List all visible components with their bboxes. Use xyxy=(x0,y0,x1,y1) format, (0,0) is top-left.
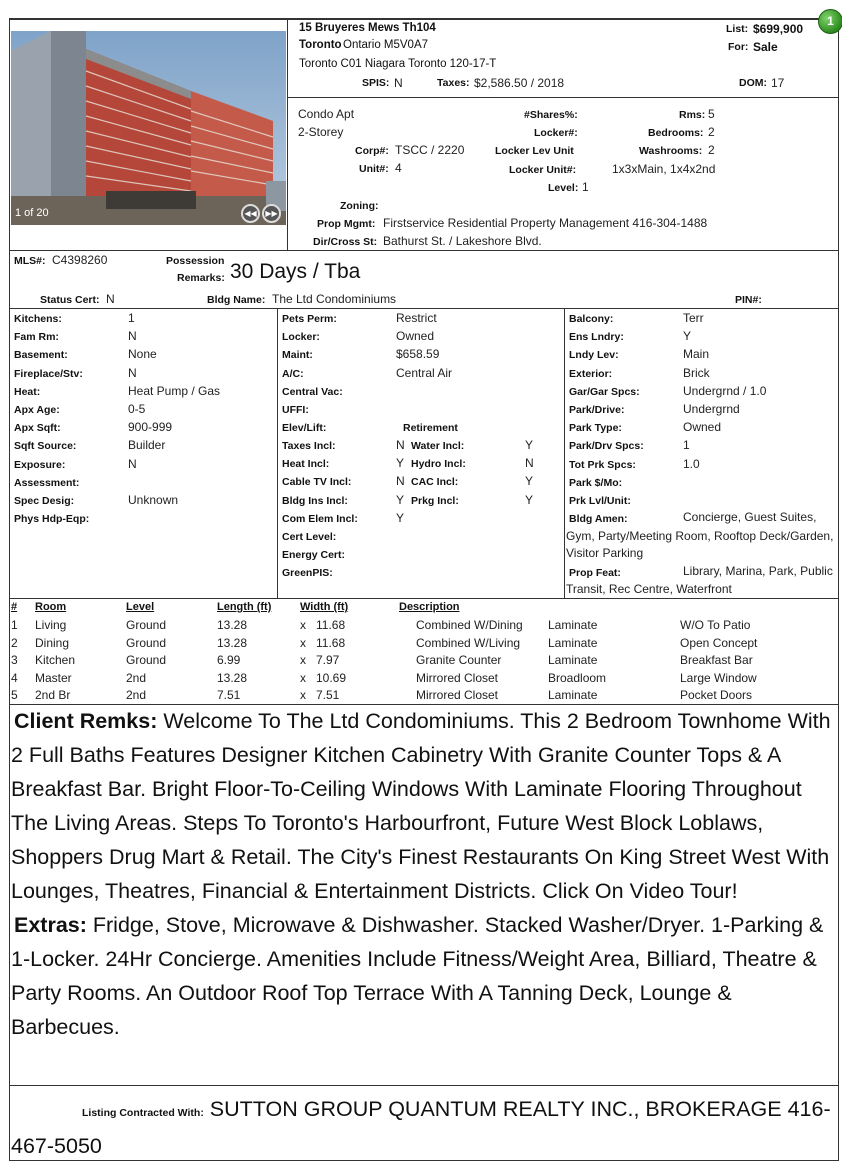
included-value: N xyxy=(525,456,534,471)
detail-label: Fireplace/Stv: xyxy=(14,367,83,380)
dom-label: DOM: xyxy=(739,77,767,89)
property-address: 15 Bruyeres Mews Th104 xyxy=(299,22,436,34)
rooms-header-level: Level xyxy=(126,601,155,613)
included-value: Y xyxy=(396,492,405,507)
included-value: Y xyxy=(396,510,405,525)
locker-num-label: Locker#: xyxy=(534,127,578,139)
listing-contract xyxy=(11,1093,839,1163)
bldg-name-value: The Ltd Condominiums xyxy=(272,292,397,306)
room-cell-x: x xyxy=(300,670,306,685)
detail-label: Ens Lndry: xyxy=(569,331,624,344)
bldg-name-label: Bldg Name: xyxy=(207,294,266,306)
detail-label: A/C: xyxy=(282,367,304,380)
included-value: N xyxy=(396,438,405,452)
detail-value: 900-999 xyxy=(128,420,173,435)
remarks-block xyxy=(11,704,839,1044)
prop-feat-line-2: Transit, Rec Centre, Waterfront xyxy=(566,582,732,596)
list-price: $699,900 xyxy=(753,22,804,36)
included-label: Prkg Incl: xyxy=(411,494,459,507)
city: Toronto xyxy=(299,39,342,51)
detail-value: 1.0 xyxy=(683,456,700,471)
included-label: CAC Incl: xyxy=(411,476,459,489)
extras-text: Fridge, Stove, Microwave & Dishwasher. Stacked Washer/Dryer. 1-Parking & 1-Locker. 24Hr Concierge. Amenities Include Fitness/Weight Area, Billiard, Theatre & Party Rooms. An Outdoor Roof Top Terrace With A Tanning Deck, Lounge & Barbecues. xyxy=(11,913,824,1039)
taxes-label: Taxes: xyxy=(437,77,470,89)
detail-label: Fam Rm: xyxy=(14,331,59,344)
detail-label: Apx Sqft: xyxy=(14,422,61,435)
detail-value: Undergrnd / 1.0 xyxy=(683,383,767,398)
room-cell-length: 13.28 xyxy=(217,670,248,685)
corp-value: TSCC / 2220 xyxy=(395,143,465,157)
detail-label: Spec Desig: xyxy=(14,495,75,507)
detail-label: Assessment: xyxy=(14,476,80,489)
divider xyxy=(9,308,839,309)
included-label: Com Elem Incl: xyxy=(282,512,358,525)
prop-feat-label: Prop Feat: xyxy=(569,567,621,579)
room-cell-x: x xyxy=(300,618,306,632)
property-style: 2-Storey xyxy=(298,125,344,139)
room-cell-level: Ground xyxy=(126,653,167,668)
included-label: Hydro Incl: xyxy=(411,458,466,471)
detail-label: Park/Drive: xyxy=(569,404,625,416)
included-label: Taxes Incl: xyxy=(282,440,336,452)
detail-label: Apx Age: xyxy=(14,404,60,416)
detail-label: Park $/Mo: xyxy=(569,476,623,489)
divider xyxy=(564,308,565,598)
room-cell-d1: Mirrored Closet xyxy=(416,688,499,703)
included-label: Bldg Ins Incl: xyxy=(282,494,348,507)
room-cell-width: 11.68 xyxy=(316,618,346,632)
bldg-amen-line-2: Gym, Party/Meeting Room, Rooftop Deck/Garden, xyxy=(566,529,834,543)
notification-badge[interactable]: 1 xyxy=(818,9,842,34)
rooms-label: Rms: xyxy=(679,109,706,121)
client-remarks xyxy=(11,704,839,908)
property-type: Condo Apt xyxy=(298,107,355,121)
photo-prev-icon[interactable]: ◀◀ xyxy=(241,204,260,223)
status-cert-label: Status Cert: xyxy=(40,294,100,306)
photo-counter: 1 of 20 xyxy=(15,207,49,219)
spis-label: SPIS: xyxy=(362,77,390,89)
client-remarks-text: Welcome To The Ltd Condominiums. This 2 Bedroom Townhome With 2 Full Baths Features Designer Kitchen Cabinetry With Granite Counter Tops & A Breakfast Bar. Bright Floor-To-Ceiling Windows With Laminate Flooring Throughout The Living Areas. Steps To Toronto's Harbourfront, Future West Block Loblaws, Shoppers Drug Mart & Retail. The City's Finest Restaurants On King Street West With Lounges, Theatres, Financial & Entertainment Districts. Click On Video Tour! xyxy=(11,709,831,903)
detail-value: Builder xyxy=(128,438,166,453)
room-cell-level: 2nd xyxy=(126,670,147,685)
detail-value: Undergrnd xyxy=(683,402,740,416)
detail-label: Tot Prk Spcs: xyxy=(569,458,636,471)
detail-value: None xyxy=(128,347,157,362)
extras xyxy=(11,908,839,1044)
detail-value: Terr xyxy=(683,311,704,325)
included-value: N xyxy=(396,474,405,489)
prop-feat-line-1: Library, Marina, Park, Public xyxy=(683,564,833,578)
divider xyxy=(9,1085,839,1086)
detail-value: 1 xyxy=(683,438,690,453)
detail-label: Exterior: xyxy=(569,367,613,380)
detail-label: Energy Cert: xyxy=(282,549,346,562)
room-cell-d3: W/O To Patio xyxy=(680,618,751,632)
room-cell-d2: Laminate xyxy=(548,688,598,703)
detail-label: Balcony: xyxy=(569,313,614,325)
room-cell-room: Master xyxy=(35,670,72,685)
detail-label: Maint: xyxy=(282,349,313,362)
pin-label: PIN#: xyxy=(735,294,762,306)
detail-label: GreenPIS: xyxy=(282,567,333,580)
room-cell-num: 4 xyxy=(11,670,18,685)
room-cell-width: 10.69 xyxy=(316,670,347,685)
room-cell-d2: Laminate xyxy=(548,653,598,668)
taxes-value: $2,586.50 / 2018 xyxy=(474,76,565,90)
room-cell-d3: Large Window xyxy=(680,670,757,685)
detail-value: 0-5 xyxy=(128,402,146,416)
detail-label: Central Vac: xyxy=(282,385,343,398)
level-label: Level: xyxy=(548,182,579,194)
rooms-header-num: # xyxy=(11,601,18,613)
detail-label: Gar/Gar Spcs: xyxy=(569,385,640,398)
detail-value: 1 xyxy=(128,311,135,325)
property-photo[interactable] xyxy=(11,31,286,225)
detail-label: Prk Lvl/Unit: xyxy=(569,495,631,507)
for-label: For: xyxy=(728,41,749,53)
status-cert-value: N xyxy=(106,292,115,306)
detail-value: N xyxy=(128,329,137,344)
photo-next-icon[interactable]: ▶▶ xyxy=(262,204,281,223)
district: Toronto C01 Niagara Toronto 120-17-T xyxy=(299,58,497,70)
room-cell-width: 7.51 xyxy=(316,688,340,703)
included-value: Y xyxy=(525,492,534,507)
detail-label: Park/Drv Spcs: xyxy=(569,440,644,453)
room-cell-room: 2nd Br xyxy=(35,688,71,703)
room-cell-num: 5 xyxy=(11,688,18,703)
room-cell-x: x xyxy=(300,653,306,668)
divider xyxy=(9,598,839,599)
detail-value: $658.59 xyxy=(396,347,440,362)
room-cell-level: Ground xyxy=(126,618,167,632)
room-cell-x: x xyxy=(300,635,306,650)
room-cell-room: Kitchen xyxy=(35,653,76,668)
detail-value: Owned xyxy=(683,420,722,435)
room-cell-d3: Breakfast Bar xyxy=(680,653,753,668)
detail-value: Y xyxy=(683,329,692,344)
room-cell-width: 11.68 xyxy=(316,635,346,650)
zoning-label: Zoning: xyxy=(340,200,379,212)
possession-label: Possession xyxy=(166,255,225,267)
divider xyxy=(287,97,839,98)
divider xyxy=(287,18,288,250)
mls-value: C4398260 xyxy=(52,253,108,267)
corp-label: Corp#: xyxy=(355,145,389,157)
possession-remarks-value: 30 Days / Tba xyxy=(230,260,361,283)
detail-label: Heat: xyxy=(14,385,41,398)
level-value: 1 xyxy=(582,180,589,194)
divider xyxy=(277,308,278,598)
room-cell-d2: Laminate xyxy=(548,635,598,650)
prop-mgmt-value: Firstservice Residential Property Management 416-304-1488 xyxy=(383,216,708,230)
bedrooms-label: Bedrooms: xyxy=(648,127,704,139)
included-value: Y xyxy=(525,474,534,489)
unit-label: Unit#: xyxy=(359,163,389,175)
spis-value: N xyxy=(394,76,403,90)
detail-label: Basement: xyxy=(14,349,68,362)
detail-value: Unknown xyxy=(128,493,179,507)
detail-value: Heat Pump / Gas xyxy=(128,383,221,398)
prop-mgmt-label: Prop Mgmt: xyxy=(317,218,376,230)
included-value: Y xyxy=(525,438,534,452)
included-label: Water Incl: xyxy=(411,440,465,452)
room-cell-num: 1 xyxy=(11,618,18,632)
cross-street-value: Bathurst St. / Lakeshore Blvd. xyxy=(383,234,542,248)
room-cell-width: 7.97 xyxy=(316,653,340,668)
detail-label: UFFI: xyxy=(282,404,309,416)
detail-label: Cert Level: xyxy=(282,531,337,543)
detail-label: Kitchens: xyxy=(14,313,62,325)
room-cell-length: 6.99 xyxy=(217,653,241,668)
possession-remarks-label: Remarks: xyxy=(177,272,225,284)
room-cell-length: 7.51 xyxy=(217,688,241,703)
rooms-header-length: Length (ft) xyxy=(217,601,272,613)
room-cell-d1: Combined W/Living xyxy=(416,635,521,650)
detail-value: Retirement xyxy=(403,422,458,435)
contract-label: Listing Contracted With: xyxy=(82,1107,204,1119)
province-postal: Ontario M5V0A7 xyxy=(343,39,429,51)
detail-value: Central Air xyxy=(396,365,453,380)
building-image xyxy=(11,31,286,225)
mls-label: MLS#: xyxy=(14,255,46,267)
rooms-value: 5 xyxy=(708,107,715,121)
included-label: Cable TV Incl: xyxy=(282,476,352,489)
included-value: Y xyxy=(396,456,405,471)
contract-value: SUTTON GROUP QUANTUM REALTY INC., BROKERAGE 416-467-5050 xyxy=(11,1097,831,1158)
room-cell-num: 3 xyxy=(11,653,18,668)
detail-value: Restrict xyxy=(396,311,437,325)
washrooms-value: 2 xyxy=(708,143,715,157)
room-cell-room: Living xyxy=(35,618,67,632)
included-label: Heat Incl: xyxy=(282,458,330,471)
detail-value: Brick xyxy=(683,365,710,380)
extras-label: Extras: xyxy=(14,913,87,937)
washrooms-detail: 1x3xMain, 1x4x2nd xyxy=(612,162,716,176)
bedrooms-value: 2 xyxy=(708,125,715,139)
locker-lev-label: Locker Lev Unit xyxy=(495,145,574,157)
room-cell-d3: Pocket Doors xyxy=(680,688,753,703)
divider xyxy=(9,250,839,251)
detail-label: Elev/Lift: xyxy=(282,422,327,435)
dom-value: 17 xyxy=(771,76,785,90)
detail-label: Exposure: xyxy=(14,458,66,471)
room-cell-d1: Mirrored Closet xyxy=(416,670,499,685)
detail-value: Owned xyxy=(396,329,435,344)
room-cell-room: Dining xyxy=(35,635,70,650)
for-value: Sale xyxy=(753,40,778,54)
detail-label: Pets Perm: xyxy=(282,313,337,325)
detail-label: Lndy Lev: xyxy=(569,349,619,362)
cross-street-label: Dir/Cross St: xyxy=(313,236,378,248)
bldg-amen-line-1: Concierge, Guest Suites, xyxy=(683,510,817,524)
detail-label: Sqft Source: xyxy=(14,440,77,453)
room-cell-length: 13.28 xyxy=(217,635,248,650)
client-remarks-label: Client Remks: xyxy=(14,709,158,733)
locker-unit-label: Locker Unit#: xyxy=(509,164,577,176)
room-cell-d3: Open Concept xyxy=(680,635,758,650)
shares-label: #Shares%: xyxy=(524,109,578,121)
room-cell-level: Ground xyxy=(126,635,167,650)
detail-value: Main xyxy=(683,347,710,362)
detail-value: N xyxy=(128,456,137,471)
detail-label: Locker: xyxy=(282,331,320,344)
bldg-amen-label: Bldg Amen: xyxy=(569,513,628,525)
room-cell-length: 13.28 xyxy=(217,618,248,632)
washrooms-label: Washrooms: xyxy=(639,145,703,157)
detail-value: N xyxy=(128,365,137,380)
room-cell-num: 2 xyxy=(11,635,18,650)
detail-label: Park Type: xyxy=(569,422,622,435)
room-cell-d1: Granite Counter xyxy=(416,653,502,668)
unit-value: 4 xyxy=(395,161,402,175)
room-cell-x: x xyxy=(300,688,306,703)
bldg-amen-line-3: Visitor Parking xyxy=(566,546,644,560)
rooms-header-description: Description xyxy=(399,601,460,613)
rooms-header-room: Room xyxy=(35,601,67,613)
room-cell-level: 2nd xyxy=(126,688,147,703)
room-cell-d1: Combined W/Dining xyxy=(416,618,523,632)
room-cell-d2: Laminate xyxy=(548,618,598,632)
rooms-header-width: Width (ft) xyxy=(300,601,349,613)
room-cell-d2: Broadloom xyxy=(548,670,607,685)
detail-label: Phys Hdp-Eqp: xyxy=(14,513,90,526)
list-label: List: xyxy=(726,23,749,35)
